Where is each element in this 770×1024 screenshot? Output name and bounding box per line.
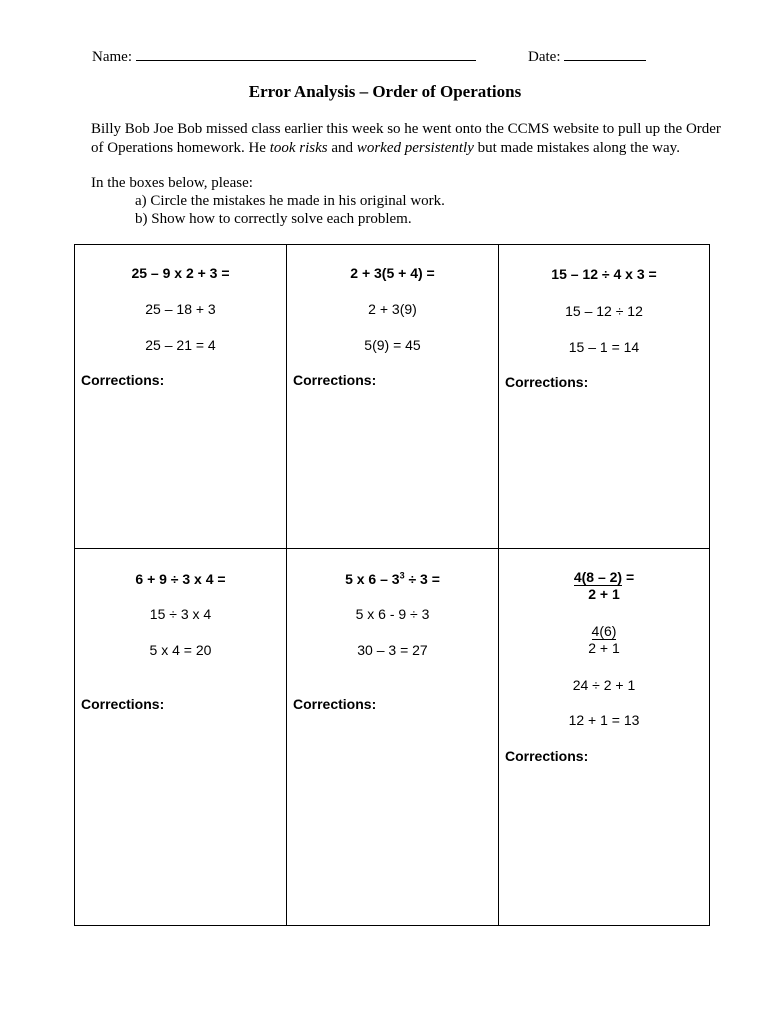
date-field[interactable] (528, 46, 646, 66)
work-step: 2 + 3(9) (368, 301, 417, 317)
corrections-label: Corrections: (81, 696, 165, 712)
work-step: 15 – 1 = 14 (568, 339, 640, 355)
problem-box-5[interactable] (287, 549, 499, 925)
corrections-label: Corrections: (293, 372, 377, 388)
problems-grid (74, 244, 710, 926)
intro-text-1: Billy Bob Joe Bob missed class earlier this week so he went onto the CCMS website to pull up the Order of Operations homework. He (91, 121, 721, 156)
intro-emphasis-1: took risks (269, 140, 328, 156)
problem-expression-part: 5 x 6 – 3 (345, 571, 400, 587)
problem-box-1[interactable] (75, 245, 287, 549)
page-title: Error Analysis – Order of Operations (248, 82, 522, 101)
fraction-denominator: 2 + 1 (588, 640, 620, 656)
work-step-fraction (499, 623, 709, 656)
intro-paragraph (91, 120, 731, 158)
work-step: 5 x 4 = 20 (149, 642, 212, 658)
work-step: 24 ÷ 2 + 1 (572, 677, 636, 693)
work-step: 5 x 6 - 9 ÷ 3 (355, 606, 430, 622)
problem-expression: 6 + 9 ÷ 3 x 4 = (135, 571, 226, 587)
date-blank-line[interactable] (564, 46, 646, 61)
problem-box-4[interactable] (75, 549, 287, 925)
work-step: 15 – 12 ÷ 12 (565, 303, 643, 319)
name-field[interactable] (92, 46, 476, 66)
intro-emphasis-2: worked persistently (356, 140, 474, 156)
work-step: 12 + 1 = 13 (568, 712, 640, 728)
work-step: 30 – 3 = 27 (357, 642, 428, 658)
problem-box-2[interactable] (287, 245, 499, 549)
corrections-label: Corrections: (505, 748, 589, 764)
instruction-a: a) Circle the mistakes he made in his original work. (135, 193, 445, 209)
intro-text-3: but made mistakes along the way. (473, 140, 680, 156)
problem-expression: 25 – 9 x 2 + 3 = (131, 265, 230, 281)
problem-expression: 2 + 3(5 + 4) = (350, 265, 435, 281)
corrections-label: Corrections: (81, 372, 165, 388)
problem-expression (287, 571, 498, 587)
instruction-b: b) Show how to correctly solve each problem. (135, 211, 412, 227)
problem-box-3[interactable] (499, 245, 709, 549)
instructions (91, 174, 445, 228)
problem-expression-part: ÷ 3 = (404, 571, 440, 587)
fraction-numerator: 4(8 – 2) (573, 569, 623, 585)
instructions-lead: In the boxes below, please: (91, 175, 253, 191)
work-step: 15 ÷ 3 x 4 (149, 606, 212, 622)
corrections-label: Corrections: (293, 696, 377, 712)
problem-expression: 15 – 12 ÷ 4 x 3 = (551, 266, 657, 282)
name-blank-line[interactable] (136, 46, 476, 61)
fraction-numerator: 4(6) (591, 623, 617, 639)
intro-text-2: and (327, 140, 357, 156)
problem-equals: = (622, 569, 635, 585)
exponent: 3 (399, 570, 405, 581)
fraction-denominator: 2 + 1 (588, 586, 620, 602)
work-step: 25 – 18 + 3 (145, 301, 216, 317)
corrections-label: Corrections: (505, 374, 589, 390)
date-label: Date: (528, 49, 561, 65)
problem-box-6[interactable] (499, 549, 709, 925)
problem-fraction (499, 569, 709, 602)
work-step: 25 – 21 = 4 (145, 337, 216, 353)
name-label: Name: (92, 49, 132, 65)
work-step: 5(9) = 45 (364, 337, 421, 353)
